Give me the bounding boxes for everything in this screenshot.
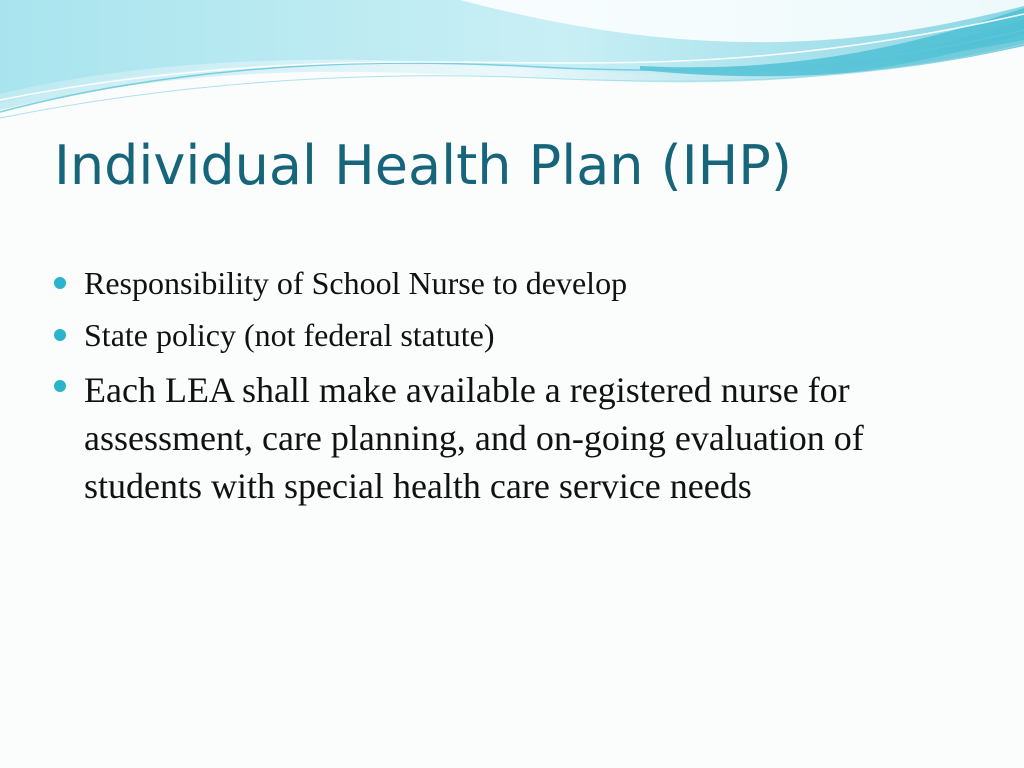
bullet-dot-icon bbox=[54, 277, 66, 289]
bullet-item bbox=[54, 314, 934, 356]
bullet-text: Each LEA shall make available a registered nurse for assessment, care planning, and on-going evaluation of students with special health care service needs bbox=[84, 370, 864, 506]
slide-title: Individual Health Plan (IHP) bbox=[54, 134, 792, 197]
bullet-text: State policy (not federal statute) bbox=[84, 317, 495, 353]
bullet-dot-icon bbox=[54, 329, 66, 341]
decorative-wave-banner bbox=[0, 0, 1024, 130]
bullet-list bbox=[54, 262, 934, 510]
bullet-text: Responsibility of School Nurse to develop bbox=[84, 265, 628, 301]
bullet-item bbox=[54, 366, 934, 510]
bullet-item bbox=[54, 262, 934, 304]
bullet-dot-icon bbox=[54, 380, 66, 392]
